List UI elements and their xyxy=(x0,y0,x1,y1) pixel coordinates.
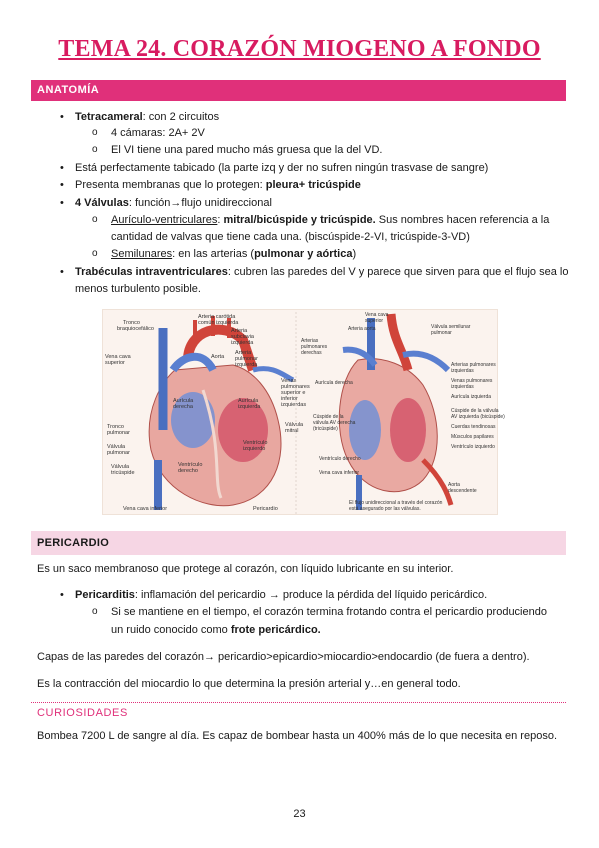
svg-text:Arterias: Arterias xyxy=(301,338,319,344)
svg-text:Músculos papilares: Músculos papilares xyxy=(451,434,494,440)
svg-text:Venas: Venas xyxy=(281,378,297,384)
item-semilunares: Semilunares: en las arterias (pulmonar y aórtica) xyxy=(111,248,357,260)
item-tetracameral: Tetracameral: con 2 circuitos xyxy=(75,111,220,123)
item-tabicado: Está perfectamente tabicado (la parte izq y der no sufren ningún trasvase de sangre) xyxy=(75,162,489,174)
section-header-curiosidades: CURIOSIDADES xyxy=(37,707,128,719)
svg-text:Cúspide de la válvula: Cúspide de la válvula xyxy=(451,408,499,414)
svg-text:izquierda: izquierda xyxy=(231,340,254,346)
svg-text:Aurícula derecha: Aurícula derecha xyxy=(315,380,353,386)
svg-text:Válvula: Válvula xyxy=(107,444,126,450)
svg-text:Aurícula: Aurícula xyxy=(238,398,259,404)
heart-diagram xyxy=(102,309,505,515)
svg-text:Vena cava inferior: Vena cava inferior xyxy=(123,506,168,512)
sub-bullet: o xyxy=(92,214,98,225)
svg-text:Arteria aorta: Arteria aorta xyxy=(348,326,376,332)
item-auriculo-ventriculares: Aurículo-ventriculares: mitral/bicúspide y tricúspide. Sus nombres hacen referencia a la xyxy=(111,214,550,226)
bullet-dot: • xyxy=(60,589,64,601)
svg-text:Ventrículo izquierdo: Ventrículo izquierdo xyxy=(451,444,495,450)
svg-text:Tronco: Tronco xyxy=(123,320,140,326)
svg-text:superior: superior xyxy=(105,360,125,366)
curiosidades-text: Bombea 7200 L de sangre al día. Es capaz de bombear hasta un 400% más de lo que necesita en reposo. xyxy=(37,730,557,742)
bullet-dot: • xyxy=(60,162,64,174)
item-frote-line1: Si se mantiene en el tiempo, el corazón termina frotando contra el pericardio produciendo xyxy=(111,606,547,618)
svg-text:superior e: superior e xyxy=(281,390,306,396)
svg-text:está asegurado por las válvula: está asegurado por las válvulas. xyxy=(349,506,421,512)
svg-text:válvula AV derecha: válvula AV derecha xyxy=(313,420,356,426)
right-heart-drawing xyxy=(339,314,451,510)
svg-text:Válvula: Válvula xyxy=(111,464,130,470)
section-divider xyxy=(31,702,566,703)
bullet-dot: • xyxy=(60,197,64,209)
item-auriculo-ventriculares-cont: cantidad de valvas que tiene cada una. (biscúspide-2-VI, tricúspide-3-VD) xyxy=(111,231,470,243)
bullet-dot: • xyxy=(60,266,64,278)
heart-illustration xyxy=(103,310,505,516)
svg-text:izquierda: izquierda xyxy=(238,404,261,410)
svg-text:izquierdas: izquierdas xyxy=(451,368,474,374)
bullet-dot: • xyxy=(60,111,64,123)
svg-text:Ventrículo: Ventrículo xyxy=(243,440,268,446)
svg-text:Cuerdas tendinosas: Cuerdas tendinosas xyxy=(451,424,496,430)
item-pericarditis: Pericarditis: inflamación del pericardio → produce la pérdida del líquido pericárdico. xyxy=(75,589,488,601)
svg-text:Ventrículo: Ventrículo xyxy=(178,462,203,468)
svg-text:izquierdas: izquierdas xyxy=(451,384,474,390)
svg-text:izquierda: izquierda xyxy=(235,362,258,368)
svg-text:Arteria: Arteria xyxy=(231,328,248,334)
capas-paredes: Capas de las paredes del corazón→ pericardio>epicardio>miocardio>endocardio (de fuera a dentro). xyxy=(37,651,530,663)
svg-text:derecho: derecho xyxy=(178,468,198,474)
presion-arterial: Es la contracción del miocardio lo que determina la presión arterial y…en general todo. xyxy=(37,678,461,690)
svg-text:Arteria carótida: Arteria carótida xyxy=(198,314,236,320)
section-header-anatomia: ANATOMÍA xyxy=(31,80,566,101)
svg-text:braquiocefálico: braquiocefálico xyxy=(117,326,154,332)
svg-text:Vena cava inferior: Vena cava inferior xyxy=(319,470,360,476)
left-heart-drawing xyxy=(149,316,293,510)
svg-text:Válvula semilunar: Válvula semilunar xyxy=(431,324,471,330)
svg-text:derechas: derechas xyxy=(301,350,322,356)
item-valvulas: 4 Válvulas: función→flujo unidireccional xyxy=(75,197,272,209)
svg-text:Aurícula: Aurícula xyxy=(173,398,194,404)
svg-text:AV izquierda (bicúspide): AV izquierda (bicúspide) xyxy=(451,414,505,420)
svg-text:El flujo unidireccional a trav: El flujo unidireccional a través del corazón xyxy=(349,500,443,506)
svg-text:pulmonares: pulmonares xyxy=(301,344,328,350)
page-title: TEMA 24. CORAZÓN MIOGENO A FONDO xyxy=(58,36,541,62)
page-number: 23 xyxy=(293,808,306,820)
sub-bullet: o xyxy=(92,248,98,259)
item-pared-vi: El VI tiene una pared mucho más gruesa que la del VD. xyxy=(111,144,383,156)
svg-text:descendente: descendente xyxy=(448,488,477,494)
svg-text:inferior: inferior xyxy=(281,396,298,402)
svg-text:izquierdas: izquierdas xyxy=(281,402,307,408)
item-frote-line2: un ruido conocido como frote pericárdico. xyxy=(111,624,321,636)
svg-text:Vena cava: Vena cava xyxy=(105,354,131,360)
svg-text:pulmonar: pulmonar xyxy=(107,430,130,436)
svg-text:izquierdo: izquierdo xyxy=(243,446,266,452)
svg-text:Venas pulmonares: Venas pulmonares xyxy=(451,378,493,384)
item-membranas: Presenta membranas que lo protegen: pleura+ tricúspide xyxy=(75,179,361,191)
sub-bullet: o xyxy=(92,144,98,155)
svg-text:mitral: mitral xyxy=(285,428,299,434)
bullet-dot: • xyxy=(60,179,64,191)
svg-text:Vena cava: Vena cava xyxy=(365,312,389,318)
pericardio-intro: Es un saco membranoso que protege al corazón, con líquido lubricante en su interior. xyxy=(37,563,454,575)
item-trabeculas: Trabéculas intraventriculares: cubren las paredes del V y parece que sirven para que el flujo sea lo xyxy=(75,266,569,278)
svg-text:Arterias pulmonares: Arterias pulmonares xyxy=(451,362,496,368)
svg-text:Ventrículo derecho: Ventrículo derecho xyxy=(319,456,361,462)
svg-text:Arteria: Arteria xyxy=(235,350,252,356)
svg-text:tricúspide: tricúspide xyxy=(111,470,135,476)
sub-bullet: o xyxy=(92,606,98,617)
sub-bullet: o xyxy=(92,127,98,138)
item-cuatro-camaras: 4 cámaras: 2A+ 2V xyxy=(111,127,205,139)
section-header-pericardio: PERICARDIO xyxy=(31,531,566,555)
svg-text:Tronco: Tronco xyxy=(107,424,124,430)
svg-text:Aurícula izquierda: Aurícula izquierda xyxy=(451,394,492,400)
svg-text:Válvula: Válvula xyxy=(285,422,304,428)
svg-text:derecha: derecha xyxy=(173,404,193,410)
svg-text:pulmonar: pulmonar xyxy=(431,330,452,336)
svg-text:Pericardio: Pericardio xyxy=(253,506,278,512)
svg-text:Aorta: Aorta xyxy=(211,354,225,360)
svg-text:común izquierda: común izquierda xyxy=(198,320,239,326)
svg-text:pulmonar: pulmonar xyxy=(107,450,130,456)
svg-text:Cúspide de la: Cúspide de la xyxy=(313,414,344,420)
svg-text:pulmonares: pulmonares xyxy=(281,384,310,390)
svg-text:subclavia: subclavia xyxy=(231,334,254,340)
svg-text:Aorta: Aorta xyxy=(448,482,460,488)
item-trabeculas-cont: menos turbulento posible. xyxy=(75,283,201,295)
svg-text:pulmonar: pulmonar xyxy=(235,356,258,362)
svg-text:(tricúspide): (tricúspide) xyxy=(313,426,338,432)
svg-text:superior: superior xyxy=(365,318,384,324)
